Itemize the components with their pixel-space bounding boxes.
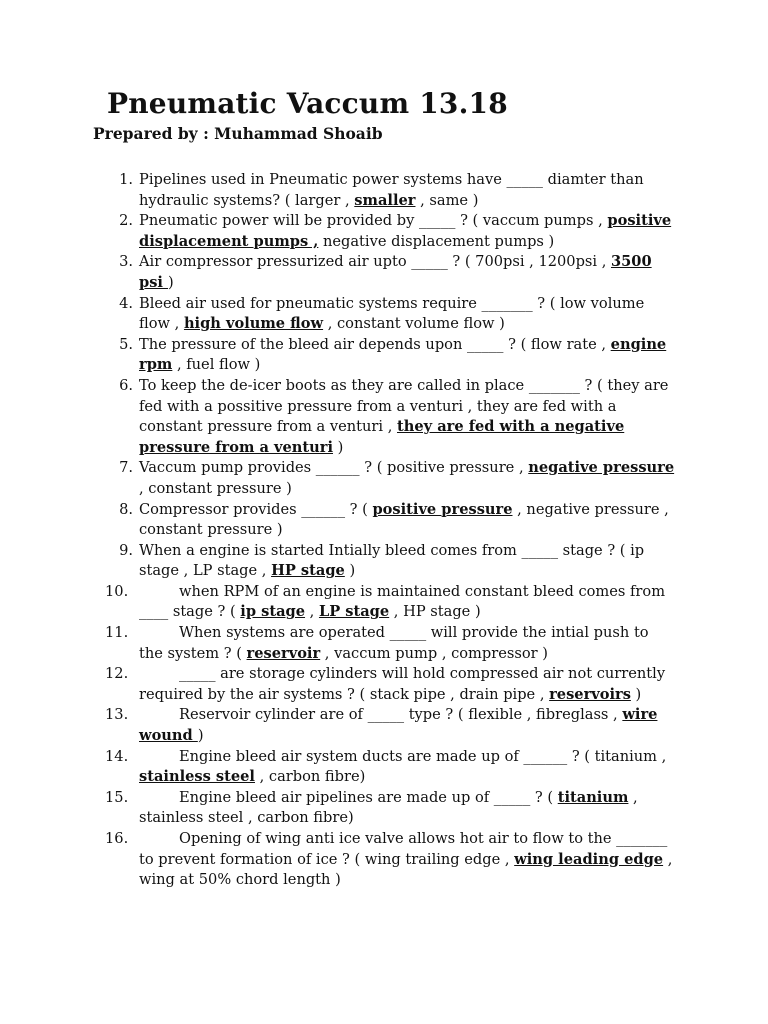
question-text-segment: ): [344, 562, 356, 580]
author-byline: Prepared by : Muhammad Shoaib: [93, 124, 383, 143]
question-item: [105, 582, 675, 623]
answer-text: positive pressure: [372, 500, 513, 518]
question-text: [139, 624, 649, 662]
question-text-segment: negative displacement pumps ): [318, 232, 555, 250]
question-number: 11.: [105, 624, 129, 642]
question-text-segment: The pressure of the bleed air depends upon _____ ? ( flow rate ,: [139, 335, 611, 353]
question-text: [139, 377, 668, 456]
question-number: 6.: [119, 376, 133, 394]
question-item: [105, 788, 675, 829]
answer-text: reservoirs: [549, 685, 631, 703]
document-title: Pneumatic Vaccum 13.18: [107, 87, 508, 120]
question-text-segment: , vaccum pump , compressor ): [320, 644, 548, 662]
question-text: [139, 212, 671, 250]
question-number: 9.: [119, 541, 133, 559]
question-text: [139, 295, 644, 333]
question-item: [105, 664, 675, 705]
question-item: [105, 705, 675, 746]
answer-text: smaller: [354, 191, 416, 209]
question-text-segment: When a engine is started Intially bleed comes from _____ stage ? ( ip stage , LP stage ,: [139, 541, 645, 580]
question-item: [105, 541, 675, 582]
question-item: [105, 335, 675, 376]
answer-text: negative pressure: [528, 459, 675, 477]
question-text: [139, 459, 674, 497]
question-text-segment: Vaccum pump provides ______ ? ( positive pressure ,: [139, 459, 529, 477]
question-number: 3.: [119, 253, 133, 271]
question-text-segment: Pipelines used in Pneumatic power systems have _____ diamter than hydraulic systems? ( larger ,: [139, 171, 644, 209]
question-list: [105, 170, 675, 891]
question-text-segment: Compressor provides ______ ? (: [139, 500, 373, 518]
question-number: 15.: [105, 788, 129, 806]
answer-text: engine rpm: [139, 335, 667, 374]
question-text-segment: Engine bleed air system ducts are made up of ______ ? ( titanium ,: [179, 747, 667, 765]
answer-text: 3500 psi: [139, 253, 652, 291]
question-text: [139, 501, 669, 539]
question-number: 7.: [119, 459, 133, 477]
question-number: 4.: [119, 294, 133, 312]
question-text: [139, 171, 644, 209]
answer-text: ip stage: [240, 603, 306, 621]
question-item: [105, 747, 675, 788]
question-text-segment: When systems are operated _____ will provide the intial push to the system ? (: [139, 624, 649, 662]
question-text-segment: , fuel flow ): [172, 356, 261, 374]
answer-text: titanium: [557, 788, 629, 806]
question-text-segment: Opening of wing anti ice valve allows hot air to flow to the _______ to prevent formation of ice ? ( wing trailing edge ,: [139, 830, 668, 868]
question-text: [139, 253, 652, 291]
question-number: 1.: [119, 171, 133, 188]
question-text: [139, 583, 665, 621]
answer-text: they are fed with a negative pressure from a venturi: [139, 418, 625, 456]
question-item: [105, 376, 675, 458]
question-text-segment: Air compressor pressurized air upto _____ ? ( 700psi , 1200psi ,: [139, 253, 611, 271]
question-text-segment: , stainless steel , carbon fibre): [139, 788, 638, 827]
question-item: [105, 458, 675, 499]
question-item: [105, 294, 675, 335]
answer-text: wing leading edge: [514, 850, 664, 868]
question-item: [105, 500, 675, 541]
question-text-segment: , carbon fibre): [254, 768, 366, 786]
question-text-segment: ): [197, 727, 204, 745]
question-text-segment: , constant pressure ): [139, 479, 292, 497]
question-text: [139, 748, 666, 786]
question-text: [139, 789, 638, 827]
question-item: [105, 211, 675, 252]
question-text-segment: _____ are storage cylinders will hold compressed air not currently required by the air systems ? ( stack pipe , drain pipe ,: [139, 665, 666, 703]
question-text: [139, 706, 657, 744]
answer-text: positive displacement pumps ,: [139, 212, 672, 250]
question-number: 5.: [119, 335, 133, 353]
question-text: [139, 830, 672, 888]
question-text-segment: To keep the de-icer boots as they are called in place _______ ? ( they are fed with a possitive pressure from a venturi , they are fed with a constant pressure from a venturi ,: [139, 376, 669, 436]
question-number: 13.: [105, 706, 129, 724]
question-text: [139, 665, 665, 703]
question-text-segment: , same ): [415, 191, 479, 209]
answer-text: high volume flow: [183, 315, 324, 333]
question-number: 12.: [105, 665, 129, 683]
question-number: 14.: [105, 747, 129, 765]
question-item: [105, 623, 675, 664]
question-number: 10.: [105, 582, 129, 600]
question-text-segment: ): [333, 438, 344, 456]
question-text-segment: , wing at 50% chord length ): [139, 850, 673, 889]
question-text-segment: when RPM of an engine is maintained constant bleed comes from ____ stage ? (: [139, 582, 666, 621]
question-number: 16.: [105, 830, 129, 847]
question-number: 2.: [119, 212, 133, 230]
question-item: [105, 829, 675, 891]
question-text-segment: , negative pressure , constant pressure ): [139, 500, 669, 539]
question-text-segment: Engine bleed air pipelines are made up of _____ ? (: [179, 788, 558, 806]
question-text-segment: Reservoir cylinder are of _____ type ? ( flexible , fibreglass ,: [179, 706, 623, 724]
question-text-segment: Bleed air used for pneumatic systems require _______ ? ( low volume flow ,: [139, 294, 645, 333]
answer-text: LP stage: [318, 603, 390, 621]
answer-text: HP stage: [271, 562, 345, 580]
question-number: 8.: [119, 500, 133, 518]
answer-text: wire wound: [139, 706, 658, 745]
question-text: [139, 336, 666, 374]
question-item: [105, 252, 675, 293]
answer-text: stainless steel: [139, 768, 255, 786]
question-text-segment: , HP stage ): [389, 603, 481, 621]
question-text-segment: ): [630, 685, 642, 703]
question-text-segment: Pneumatic power will be provided by _____ ? ( vaccum pumps ,: [139, 212, 608, 230]
question-text: [139, 542, 644, 580]
question-text-segment: ,: [305, 603, 319, 621]
question-text-segment: ): [168, 273, 174, 291]
question-text-segment: , constant volume flow ): [323, 315, 505, 333]
question-item: [105, 170, 675, 211]
answer-text: reservoir: [246, 644, 321, 662]
